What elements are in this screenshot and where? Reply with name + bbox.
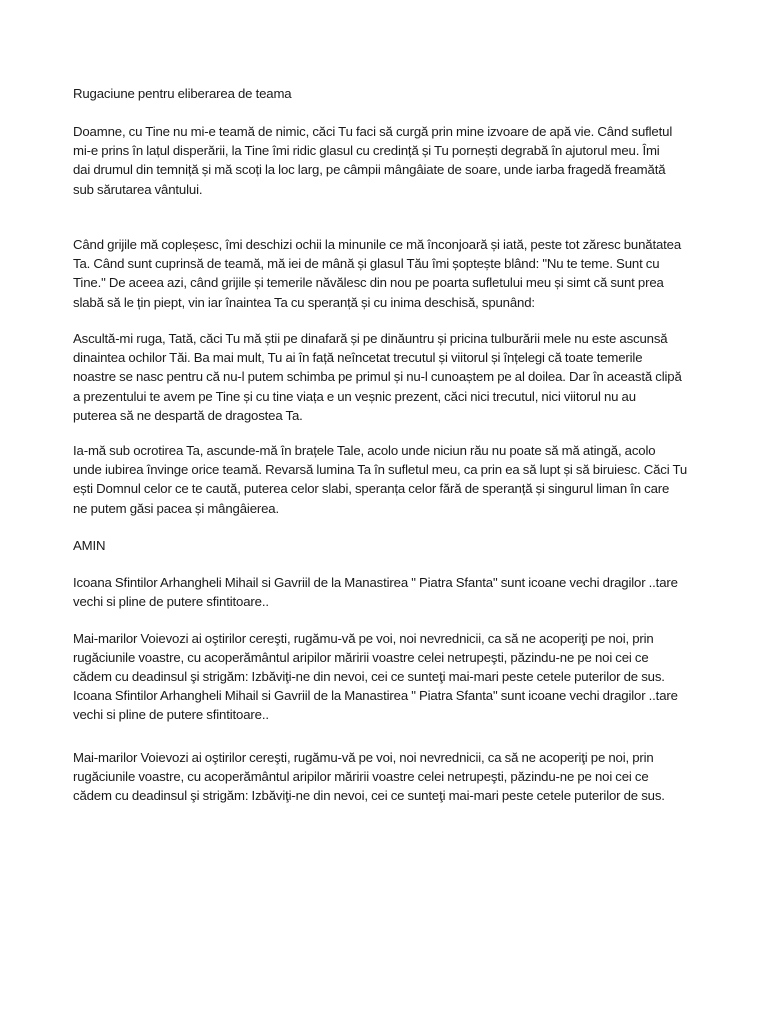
text-line: Tine." De aceea azi, când grijile și temerile năvălesc din nou pe poarta sufletului meu și simt că sunt prea bbox=[73, 275, 664, 291]
text-line: a prezentului te avem pe Tine și cu tine viața e un veșnic prezent, căci nici trecutul, nici viitorul nu au bbox=[73, 388, 636, 404]
text-line: rugăciunile voastre, cu acoperământul aripilor măririi voastre celei netrupeşti, păzindu-ne pe noi cei ce bbox=[73, 769, 649, 785]
text-line: mi-e prins în lațul disperării, la Tine îmi ridic glasul cu credință și Tu pornești degrabă în ajutorul meu. Îmi bbox=[73, 143, 660, 159]
paragraph bbox=[73, 748, 713, 806]
text-line: ești Domnul celor ce te caută, puterea celor slabi, speranța celor fără de speranță și singurul liman în care bbox=[73, 481, 670, 497]
amen-line bbox=[73, 536, 713, 555]
text-line: Icoana Sfintilor Arhangheli Mihail si Gavriil de la Manastirea " Piatra Sfanta" sunt icoane vechi dragilor ..tare bbox=[73, 575, 678, 590]
paragraph bbox=[73, 441, 713, 518]
text-line: ne putem găsi pacea și mângâierea. bbox=[73, 500, 279, 516]
text-line: AMIN bbox=[73, 538, 106, 553]
text-line: noastre se nasc pentru că nu-l putem schimba pe primul și nu-l cunoaștem pe al doilea. Dar în această clipă bbox=[73, 369, 682, 385]
paragraph bbox=[73, 122, 713, 199]
paragraph bbox=[73, 573, 713, 611]
text-line: Mai-marilor Voievozi ai oştirilor cereşti, rugămu-vă pe voi, noi nevrednicii, ca să ne acoperiţi pe noi, prin bbox=[73, 631, 654, 646]
text-line: slabă să le țin piept, vin iar înaintea Ta cu speranță și cu inima deschisă, spunând: bbox=[73, 294, 535, 310]
text-line: sub sărutarea vântului. bbox=[73, 181, 203, 197]
text-line: cădem cu deadinsul şi strigăm: Izbăviţi-ne din nevoi, cei ce sunteţi mai-mari peste cetele puterilor de sus. bbox=[73, 669, 665, 685]
text-line: Mai-marilor Voievozi ai oştirilor cereşti, rugămu-vă pe voi, noi nevrednicii, ca să ne acoperiţi pe noi, prin bbox=[73, 750, 654, 765]
text-line: unde iubirea învinge orice teamă. Revarsă lumina Ta în sufletul meu, ca prin ea să lupt și să biruiesc. Căci Tu bbox=[73, 462, 688, 478]
text-line: vechi si pline de putere sfintitoare.. bbox=[73, 707, 269, 723]
paragraph bbox=[73, 686, 713, 724]
text-line: Ia-mă sub ocrotirea Ta, ascunde-mă în brațele Tale, acolo unde niciun rău nu poate să mă atingă, acolo bbox=[73, 443, 656, 458]
text-line: Icoana Sfintilor Arhangheli Mihail si Gavriil de la Manastirea " Piatra Sfanta" sunt icoane vechi dragilor ..tare bbox=[73, 688, 678, 703]
text-line: rugăciunile voastre, cu acoperământul aripilor măririi voastre celei netrupeşti, păzindu-ne pe noi cei ce bbox=[73, 650, 649, 666]
text-line: cădem cu deadinsul şi strigăm: Izbăviţi-ne din nevoi, cei ce sunteţi mai-mari peste cetele puterilor de sus. bbox=[73, 788, 665, 804]
text-line: dai drumul din temniță și mă scoți la loc larg, pe câmpii mângâiate de soare, unde iarba fragedă freamătă bbox=[73, 162, 666, 178]
text-line: Ta. Când sunt cuprinsă de teamă, mă iei de mână și glasul Tău îmi șoptește blând: "Nu te teme. Sunt cu bbox=[73, 256, 660, 272]
text-line: Când grijile mă copleșesc, îmi deschizi ochii la minunile ce mă înconjoară și iată, peste tot zăresc bunătatea bbox=[73, 237, 682, 252]
paragraph bbox=[73, 629, 713, 687]
text-line: Ascultă-mi ruga, Tată, căci Tu mă știi pe dinafară și pe dinăuntru și pricina tulburării mele nu este ascunsă bbox=[73, 331, 668, 346]
text-line: vechi si pline de putere sfintitoare.. bbox=[73, 594, 269, 610]
paragraph bbox=[73, 235, 713, 312]
paragraph bbox=[73, 329, 713, 425]
text-line: puterea să ne despartă de dragostea Ta. bbox=[73, 407, 303, 423]
text-line: dinaintea ochilor Tăi. Ba mai mult, Tu ai în față neîncetat trecutul și viitorul și înțelegi că toate temerile bbox=[73, 350, 643, 366]
document-title: Rugaciune pentru eliberarea de teama bbox=[73, 86, 292, 101]
text-line: Doamne, cu Tine nu mi-e teamă de nimic, căci Tu faci să curgă prin mine izvoare de apă vie. Când sufletul bbox=[73, 124, 673, 139]
